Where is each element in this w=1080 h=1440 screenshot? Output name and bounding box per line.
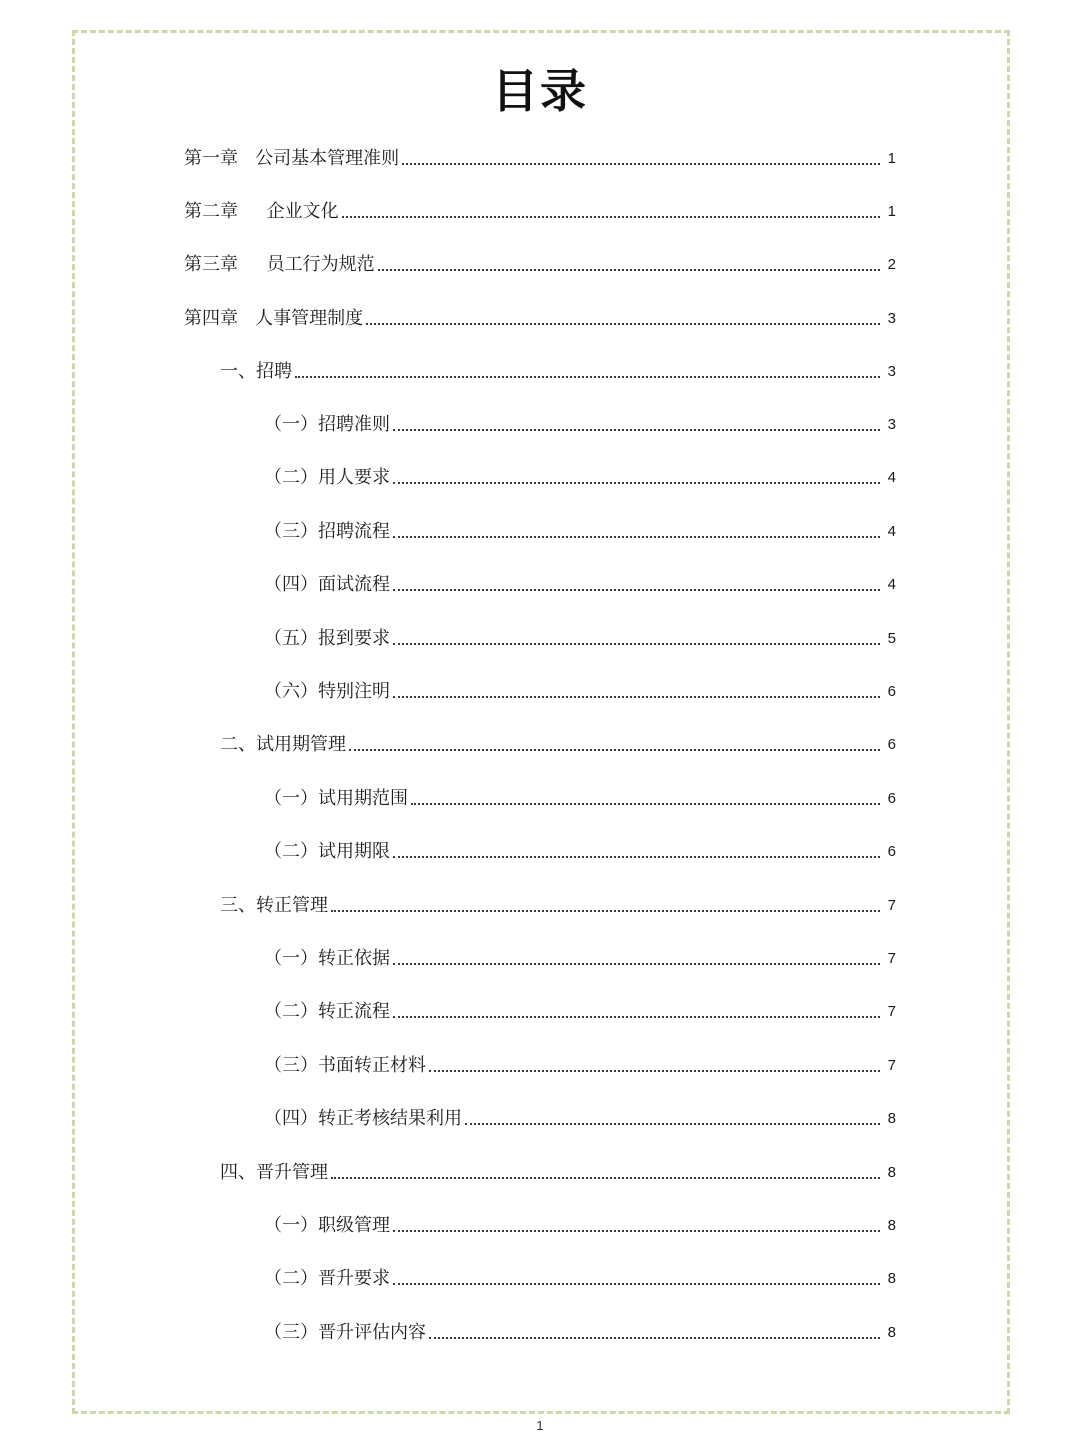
toc-dot-leader bbox=[411, 803, 880, 805]
toc-dot-leader bbox=[393, 643, 880, 645]
toc-page-number: 5 bbox=[887, 630, 896, 647]
toc-dot-leader bbox=[402, 163, 880, 165]
toc-entry-section-regularization[interactable] bbox=[220, 891, 896, 917]
toc-entry-subsection[interactable] bbox=[264, 1264, 896, 1290]
toc-dot-leader bbox=[429, 1337, 880, 1339]
toc-entry-section-promotion[interactable] bbox=[220, 1158, 896, 1184]
toc-entry-subsection[interactable] bbox=[264, 944, 896, 970]
toc-dot-leader bbox=[378, 269, 880, 271]
toc-page-number: 8 bbox=[887, 1164, 896, 1181]
toc-entry-section-probation[interactable] bbox=[220, 730, 896, 756]
toc-entry-label: （三）晋升评估内容 bbox=[264, 1322, 426, 1343]
toc-dot-leader bbox=[393, 1283, 880, 1285]
toc-dot-leader bbox=[295, 376, 880, 378]
toc-entry-label: 一、招聘 bbox=[220, 361, 292, 382]
toc-page-number: 1 bbox=[887, 203, 896, 220]
footer-page-number: 1 bbox=[536, 1418, 544, 1433]
toc-page-number: 4 bbox=[887, 576, 896, 593]
toc-entry-subsection[interactable] bbox=[264, 463, 896, 489]
toc-page-number: 8 bbox=[887, 1270, 896, 1287]
toc-entry-subsection[interactable] bbox=[264, 624, 896, 650]
toc-entry-label: （五）报到要求 bbox=[264, 628, 390, 649]
toc-page-number: 8 bbox=[887, 1217, 896, 1234]
toc-entry-label: 二、试用期管理 bbox=[220, 734, 346, 755]
toc-page-number: 7 bbox=[887, 897, 896, 914]
toc-entry-chapter-1[interactable] bbox=[184, 144, 896, 170]
toc-entry-label: （六）特别注明 bbox=[264, 681, 390, 702]
toc-entry-label: （一）职级管理 bbox=[264, 1215, 390, 1236]
toc-entry-subsection[interactable] bbox=[264, 837, 896, 863]
toc-dot-leader bbox=[393, 963, 880, 965]
toc-page-number: 6 bbox=[887, 736, 896, 753]
toc-entry-subsection[interactable] bbox=[264, 1211, 896, 1237]
toc-dot-leader bbox=[393, 856, 880, 858]
toc-entry-label: 第四章 人事管理制度 bbox=[184, 308, 364, 329]
toc-entry-subsection[interactable] bbox=[264, 1318, 896, 1344]
toc-entry-subsection[interactable] bbox=[264, 410, 896, 436]
toc-entry-chapter-4[interactable] bbox=[184, 304, 896, 330]
toc-page-number: 6 bbox=[887, 790, 896, 807]
toc-entry-section-recruitment[interactable] bbox=[220, 357, 896, 383]
toc-page-number: 7 bbox=[887, 1003, 896, 1020]
toc-dot-leader bbox=[393, 429, 880, 431]
toc-dot-leader bbox=[331, 910, 880, 912]
toc-entry-subsection[interactable] bbox=[264, 1104, 896, 1130]
toc-entry-label: 四、晋升管理 bbox=[220, 1162, 328, 1183]
toc-page-number: 6 bbox=[887, 683, 896, 700]
toc-entry-label: 第二章 企业文化 bbox=[184, 201, 339, 222]
toc-dot-leader bbox=[393, 536, 880, 538]
toc-dot-leader bbox=[331, 1177, 880, 1179]
toc-entry-subsection[interactable] bbox=[264, 570, 896, 596]
toc-entry-label: （四）转正考核结果利用 bbox=[264, 1108, 462, 1129]
toc-page-number: 3 bbox=[887, 416, 896, 433]
toc-dot-leader bbox=[393, 589, 880, 591]
toc-page-number: 7 bbox=[887, 1057, 896, 1074]
toc-dot-leader bbox=[366, 323, 880, 325]
toc-page-number: 1 bbox=[887, 150, 896, 167]
toc-page-number: 6 bbox=[887, 843, 896, 860]
toc-entry-label: 第一章 公司基本管理准则 bbox=[184, 148, 400, 169]
toc-dot-leader bbox=[393, 1016, 880, 1018]
toc-entry-label: 第三章 员工行为规范 bbox=[184, 254, 375, 275]
toc-entry-label: （二）晋升要求 bbox=[264, 1268, 390, 1289]
toc-dot-leader bbox=[393, 482, 880, 484]
toc-entry-label: 三、转正管理 bbox=[220, 895, 328, 916]
toc-entry-subsection[interactable] bbox=[264, 1051, 896, 1077]
toc-dot-leader bbox=[349, 749, 880, 751]
toc-entry-label: （一）转正依据 bbox=[264, 948, 390, 969]
toc-entry-subsection[interactable] bbox=[264, 997, 896, 1023]
toc-entry-chapter-3[interactable] bbox=[184, 250, 896, 276]
toc-entry-label: （一）招聘准则 bbox=[264, 414, 390, 435]
toc-dot-leader bbox=[429, 1070, 880, 1072]
toc-entry-label: （三）招聘流程 bbox=[264, 521, 390, 542]
toc-entry-label: （三）书面转正材料 bbox=[264, 1055, 426, 1076]
toc-dot-leader bbox=[393, 1230, 880, 1232]
toc-dot-leader bbox=[342, 216, 880, 218]
toc-entry-label: （二）用人要求 bbox=[264, 467, 390, 488]
toc-page-number: 4 bbox=[887, 469, 896, 486]
toc-entry-label: （二）转正流程 bbox=[264, 1001, 390, 1022]
page-title: 目录 bbox=[492, 64, 588, 118]
toc-page-number: 2 bbox=[887, 256, 896, 273]
toc-entry-label: （二）试用期限 bbox=[264, 841, 390, 862]
toc-page-number: 4 bbox=[887, 523, 896, 540]
toc-entry-label: （四）面试流程 bbox=[264, 574, 390, 595]
toc-page-number: 3 bbox=[887, 310, 896, 327]
toc-entry-subsection[interactable] bbox=[264, 784, 896, 810]
toc-dot-leader bbox=[393, 696, 880, 698]
toc-dot-leader bbox=[465, 1123, 880, 1125]
toc-page-number: 7 bbox=[887, 950, 896, 967]
toc-page-number: 3 bbox=[887, 363, 896, 380]
toc-entry-chapter-2[interactable] bbox=[184, 197, 896, 223]
toc-entry-subsection[interactable] bbox=[264, 677, 896, 703]
toc-page-number: 8 bbox=[887, 1110, 896, 1127]
toc-entry-subsection[interactable] bbox=[264, 517, 896, 543]
toc-entry-label: （一）试用期范围 bbox=[264, 788, 408, 809]
toc-page-number: 8 bbox=[887, 1324, 896, 1341]
